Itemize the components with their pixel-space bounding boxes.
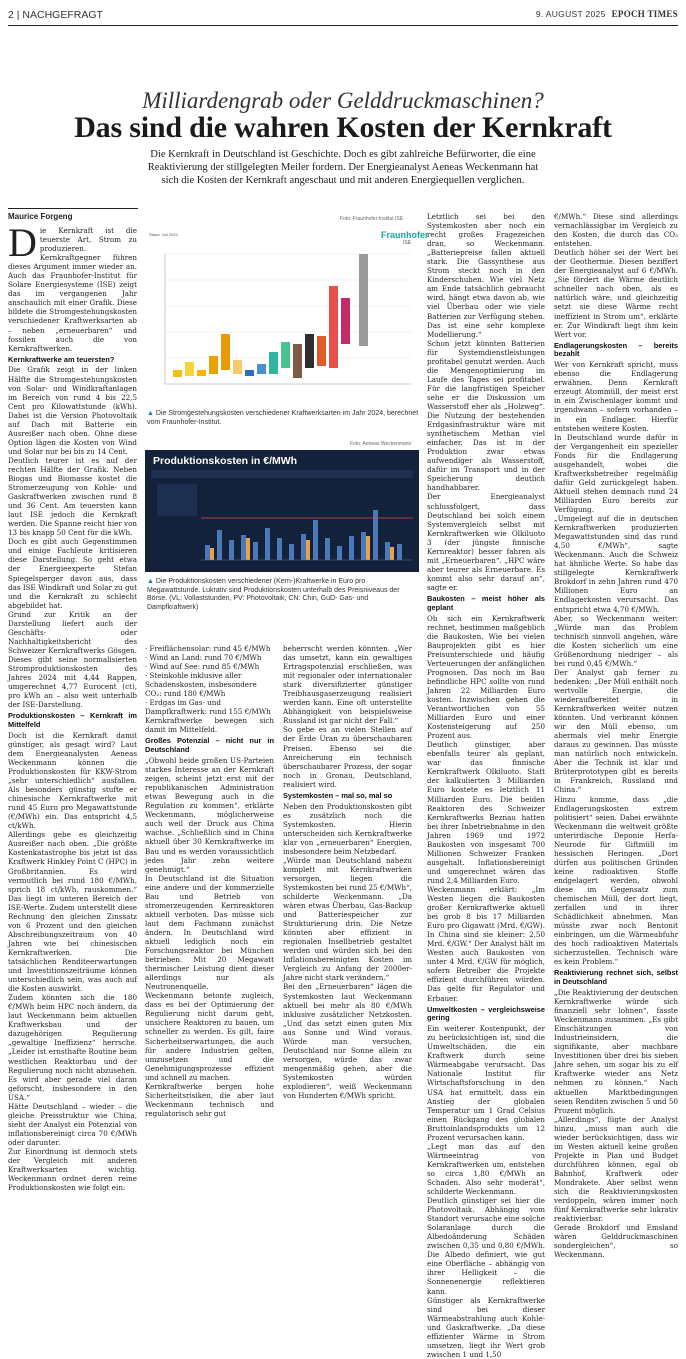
list-item — [145, 698, 274, 716]
column-3-lower — [283, 644, 412, 1101]
paragraph — [8, 731, 137, 831]
text: Produktionskosten – Kernkraft im Mittelfeld — [8, 711, 137, 730]
paragraph: Letztlich sei bei den Systemkosten aber noch ein recht großes Fragezeichen dran, so Weckenmann. „Batteriepreise fallen aktuell stark. Die Gassynthese aus Strom steckt noch in den Kinderschuhen. Wie viel Netz am Ende tatsächlich gebraucht wird, hängt etwa davon ab, wie viel Überbau oder wie viele Batterien zur Verfügung stehen. Das ist eine sehr komplexe Modellierung.“ — [427, 212, 545, 339]
paragraph — [554, 433, 678, 514]
text: Deutlich höher sei der Wert bei der Geothermie. Diesen beziffert der Energieanalyst auf 6 €/MWh. „Sie fördert die Wärme deutlich schneller nach oben, als es natürlich wäre, und gleichzeitig setzt sie diese Wärme recht ineffizient in Strom um“, erklärte er. Zur Windkraft liegt ihm kein Wert vor. — [554, 248, 678, 339]
subheading — [145, 737, 274, 755]
paragraph — [145, 1082, 274, 1118]
page-number: 2 — [8, 9, 14, 21]
text: · Freiflächensolar: rund 45 €/MWh — [145, 644, 271, 653]
paragraph — [145, 756, 274, 874]
bar-flexibel — [341, 298, 350, 344]
column-3-upper — [427, 212, 545, 1359]
column-1 — [8, 220, 137, 1193]
drop-cap: D — [8, 220, 37, 265]
text: Allerdings gebe es gleichzeitig Ausreißer nach oben. „Die größte Kostenkatastrophe bis jetzt ist das Kraftwerk Hinkley Point C (HPC) in Großbritannien. Es wird vermutlich bei rund 180 €/MWh, sprich 18 ct/kWh, rauskommen.“ Das liegt im unteren Bereich der ISE-Werte. Zudem unterstellt diese Rechnung den gleichen Zinssatz von 6 Prozent und den gleichen Abschreibungszeitraum von 40 Jahren wie bei chinesischen Kernkraftwerken. Die tatsächlichen Renditeerwartungen und Investitionszeiträume können unterschiedlich sein, was auch auf die Kosten auswirkt. — [8, 830, 137, 994]
list-item — [145, 662, 274, 671]
text: Reaktivierung rechnet sich, selbst in Deutschland — [554, 968, 678, 987]
bar-pv-dach — [185, 362, 194, 376]
text: Grund zur Kritik an der Darstellung liefert auch der Geschäfts- oder Nachhaltigkeitsbericht des Schweizer Kernkraftwerks Gösgen. Dieses gibt seine normalisierten Stromproduktionskosten des Jahres 2024 mit 4,44 Rappen, umgerechnet 4,77 Eurocent (ct), pro kWh an – also weit unterhalb der ISE-Darstellung. — [8, 609, 137, 710]
text: €/MWh.“ Diese sind allerdings vernachlässigbar im Vergleich zu den Kosten, die durch das CO₂ entstehen. — [554, 212, 678, 249]
chart1-credit: Foto: Fraunhofer-Institut ISE — [340, 216, 404, 222]
text: Hinzu komme, dass „die Endlagerungskosten extrem politisiert“ seien. Dabei erwähnte Weckenmann die weltweit größte unterirdische Deponie Herfa-Neurode für Giftmüll im hessischen Heringen. „Dort dürfen aus politischen Gründen keine radioaktiven Stoffe endgelagert werden, obwohl diese im Gegensatz zum chemischen Müll, der dort liegt, zerfallen und in ihrer Schädlichkeit abnehmen. Man müsste zwar noch Bentonit einbringen, um die Wärmeabfuhr des hoch radioaktiven Materials sicherzustellen. Technisch wäre es kein Problem.“ — [554, 794, 678, 967]
paragraph — [145, 716, 274, 734]
paragraph — [8, 1147, 137, 1192]
chart2-caption — [147, 578, 419, 612]
page-header — [8, 9, 678, 25]
bar-wind-land — [245, 370, 254, 376]
text: Großes Potenzial – nicht nur in Deutschland — [145, 736, 274, 755]
text: Deutlich teurer ist es auf der rechten Hälfte der Grafik. Neben Biogas und Biomasse kostet die Stromerzeugung von Kohle- und Gaskraftwerken zwischen rund 8 und 36 Cent. Am teuersten kann laut ISE jedoch die Kernkraft werden. Die Spanne reicht hier von 13 bis knapp 50 Cent für die kWh. — [8, 455, 137, 538]
paragraph: Günstiger als Kernkraftwerke sind bei dieser Wärmeabstrahlung auch Kohle- und Gaskraftwerke. „Da diese effizienter Wärme in Strom umsetzen, liegt ihr Wert grob zwischen 1 und 1,50 — [427, 1295, 545, 1359]
text: Kernkraftwerke am teuersten? — [8, 354, 115, 364]
text: Doch es gibt auch Gegenstimmen und einige Fachleute kritisieren diese Darstellung. So geht etwa der Energieexperte Stefan Spiegelsperger davon aus, dass das ISE Windkraft und Solar zu gut und die Kernkraft zu schlecht abgebildet hat. — [8, 537, 137, 610]
chart2-title: Produktionskosten in €/MWh — [153, 455, 298, 467]
chart1-caption-text: Die Stromgestehungskosten verschiedener Kraftwerksarten im Jahr 2024, berechnet vom Fraunhofer-Institut. — [147, 410, 419, 426]
chart2-subtitle-bar — [151, 470, 413, 478]
paragraph: Der Energieanalyst schlussfolgert, dass Deutschland bei solch einem Systemvergleich selbst mit Kernkraftwerken wie Olkiluoto 3 (der jüngste finnische Kernreaktor) besser fahren als mit „Erneuerbaren“. „HPC wäre aber teurer als Erneuerbare. Es kommt also sehr darauf an“, sagte er. — [427, 492, 545, 592]
text: Die Grafik zeigt in der linken Hälfte die Stromgestehungskosten von Solar- und Windkraftanlagen im Bereich von rund 4 bis 22,5 Cent pro Kilowattstunde (kWh). Dabei ist die Version Photovoltaik auf Dach mit Batterie ein Ausreißer nach oben. Ohne diese Option lägen die Kosten von Wind und Solar nur bei bis zu 14 Cent. — [8, 365, 137, 456]
issue-date: 9. AUGUST 2025 — [535, 9, 606, 19]
paragraph: Ein weiterer Kostenpunkt, der zu berücksichtigen ist, sind die Umweltschäden, die ein Kraftwerk durch seine Wärmeabgabe verursacht. Das Nationale Institut für Wirtschaftsforschung in den USA hat ermittelt, dass ein Anstieg der globalen Temperatur um 1 Grad Celsius einen Rückgang des globalen Bruttoinlandsprodukts um 12 Prozent verursachen kann. — [427, 1024, 545, 1142]
paragraph — [8, 610, 137, 710]
list-item — [145, 671, 274, 698]
paragraph: „Würde man Deutschland nahezu komplett mit Kernkraftwerken versorgen, liegen die Systemkosten bei rund 25 €/MWh“, schilderte Weckenmann. „Da wären etwas Überbau, Gas-Backup und Batteriespeicher zur Strukturierung drin. Die Netze könnten aber effizient in regionalen Insellbetrieb gestaltet werden und würden sich bei den Inflationsbereinigten Kosten im Vergleich zu Anfang der 2000er-Jahre nicht stark verändern.“ — [283, 855, 412, 983]
text: Hätte Deutschland – wieder – die gleiche Preisstruktur wie China, sieht der Analyst ein Potenzial von inflationsbereinigt circa 70 €/MWh oder darunter. — [8, 1101, 137, 1147]
subheading — [554, 342, 678, 360]
subheading: Umweltkosten – vergleichsweise gering — [427, 1004, 545, 1023]
text: „Obwohl beide großen US-Parteien starkes Interesse an der Kernkraft zeigen, scheint jetzt erst mit der republikanischen Administration etwas Bewegung auch in die Regulation zu kommen“, erklärte Weckenmann, möglicherweise auch weil der Druck aus China wachse. „Schließlich sind in China aktuell über 30 Kernkraftwerke im Bau und es werden voraussichtlich jedes Jahr zehn weitere genehmigt.“ — [145, 756, 274, 874]
header-rule — [8, 25, 678, 26]
chart2-caption-text: Die Produktionskosten verschiedener (Kern-)Kraftwerke in Euro pro Megawattstunde. Lukrativ sind Produktionskosten unterhalb des Preisniveaus der Börse. (VL: Vollaststunden, PV: Photovoltaik, CN: Chin, GuD- Gas- und Dampfkraftwerk) — [147, 578, 400, 611]
chart2-legend — [157, 484, 197, 516]
text: „Umgelegt auf die in deutschen Kernkraftwerken produzierten Megawattstunden sind das rund 4,50 €/MWh“, sagte Weckenmann. Auch die Schweiz hat ähnliche Werte. So habe das stillgelegte Kernkraftwerk Brokdorf in zehn Jahren rund 470 Millionen Euro an Endlagerkosten verursacht. Das entspricht etwa 4,70 €/MWh. — [554, 514, 678, 614]
text: Kernkraftwerke bergen hohe Sicherheitsrisiken, die aber laut Weckenmann technisch und regulatorisch sehr gut — [145, 1081, 274, 1118]
author-rule — [8, 208, 138, 209]
header-right — [536, 9, 678, 19]
caption-marker-icon-2: ▲ — [147, 578, 154, 585]
bar-steinkohle — [305, 334, 314, 368]
text: · Steinkohle inklusive aller Schadenskosten, insbesondere CO₂: rund 180 €/MWh — [145, 671, 257, 699]
paragraph: Deutlich günstiger, aber ebenfalls teurer als geplant, war das finnische Kernkraftwerk Olkiluoto. Statt der kalkulierten 3 Milliarden Euro kostete es letztlich 11 Milliarden Euro. Die beiden Reaktoren des Schweizer Kernkraftwerks Beznau hatten bei ihrer Inbetriebnahme in den Jahren 1969 und 1972 Baukosten von insgesamt 700 Millionen Schweizer Franken ausgehalt. Inflationsbereinigt und umgerechnet wären das rund 2,4 Milliarden Euro. — [427, 740, 545, 885]
paragraph: Deutlich günstiger sei hier die Photovoltaik. Abhängig vom Standort verursache eine solche Solaranlage durch die Albedoänderung Schäden zwischen 0,35 und 0,80 €/MWh. Die Albedo definiert, wie gut eine Oberfläche – abhängig von ihrer Helligkeit – die Sonnenenergie reflektieren kann. — [427, 1196, 545, 1296]
paragraph — [554, 614, 678, 668]
chart1-caption — [147, 410, 419, 427]
bar-gaskraftwerk — [329, 286, 338, 368]
bar-biogas — [269, 352, 278, 374]
text: Zur Einordnung ist dennoch stets der Vergleich mit anderen Kraftwerksarten wichtig. Weckenmann ordnet deren reine Produktionskosten wie folgt ein: — [8, 1146, 137, 1193]
paragraph: „Legt man das auf den Wärmeeintrag von Kernkraftwerken um, entstehen so circa 1,80 €/MWh an Schaden. Also sehr moderat“, schilderte Weckenmann. — [427, 1141, 545, 1197]
fraunhofer-logo-sub: ISE — [403, 240, 412, 246]
paragraph — [554, 668, 678, 795]
column-4 — [554, 212, 678, 1260]
bar-pv-batt — [209, 356, 218, 374]
paragraph — [8, 1102, 137, 1147]
paragraph — [8, 365, 137, 455]
brand-name: EPOCH TIMES — [611, 9, 678, 19]
text: „Die Reaktivierung der deutschen Kernkraftwerke würde sich finanziell sehr lohnen“, fasste Weckenmann zusammen. „Es gibt Einschätzungen von Industrieinsidern, die signifikante, aber machbare Investitionen über drei bis sieben Jahre sehen, um sogar bis zu elf Kraftwerke wieder ans Netz nehmen zu können.“ Nach aktuellen Marktbedingungen seien Renditen zwischen 5 und 50 Prozent möglich. — [554, 987, 678, 1115]
paragraph — [8, 456, 137, 537]
paragraph — [8, 993, 137, 1102]
paragraph — [554, 795, 678, 967]
text: Der Analyst gab ferner zu bedenken: „Der Müll enthält noch wertvolle Energie, die wiederaufbereitet in Kernkraftwerken weiter nutzen könnten. Und verbrannt können wir den Müll ebenso, um abermals viel mehr Energie daraus zu gewinnen. Das müsste man natürlich noch entwickeln. Aber die Technik ist klar und Brüterprototypen gibt es bereits in Frankreich, Russland und China.“ — [554, 667, 678, 795]
bar-pv-small — [173, 370, 182, 377]
list-item — [145, 653, 274, 662]
bar-agri-pv — [233, 360, 242, 374]
section-name: NACHGEFRAGT — [22, 9, 103, 21]
list-item — [145, 644, 274, 653]
paragraph: Weckenmann erklärt: „Im Westen liegen die Baukosten großer Kernkraftwerke aktuell bei grob 8 bis 17 Milliarden Euro pro Gigawatt (Mrd. €/GW). In China sind sie kleiner: 2,50 Mrd. €/GW.“ Der Analyst hält im Westen auch Baukosten von unter 4 Mrd. €/GW für möglich, sofern Betreiber die Projekte effizient durchführen würden. Das gelte für Regulator und Erbauer. — [427, 884, 545, 1003]
paragraph — [554, 514, 678, 614]
lcoe-chart — [145, 224, 429, 408]
paragraph — [554, 248, 678, 338]
paragraph — [554, 360, 678, 432]
bar-kernkraft — [359, 254, 368, 346]
bar-pv-frei — [197, 370, 206, 376]
text: ie Kernkraft ist die teuerste Art, Strom zu produzieren. Kernkraftgegner führen dieses Argument immer wieder an. Auch das Fraunhofer-Institut für Solare Energiesysteme (ISE) zeigt das im vergangenen Jahr anschaulich mit einer Grafik. Diese bildete die Stromgestehungskosten verschiedener Kraftwerksarten ab – neben „erneuerbaren“ und fossilen auch die von Kernkraftwerken. — [8, 226, 137, 353]
chart1-stand: Stand: Juli 2024 — [149, 232, 178, 237]
page-section: 2 | NACHGEFRAGT — [8, 9, 103, 21]
text: · Wind auf See: rund 85 €/MWh — [145, 662, 260, 672]
text: Aber, so Weckenmann weiter: „Würde man das Problem technisch sinnvoll angehen, wäre die Kosten sicherlich um eine Größenordnung niedriger – als bei rund 0,45 €/MWh.“ — [554, 613, 678, 668]
bar-pv-dach-batt — [221, 334, 230, 370]
paragraph — [554, 988, 678, 1115]
paragraph: beherrscht werden könnten. „Wer das umsetzt, kann ein gewaltiges Ertragspotenzial erschließen, was mit regionaler oder internationaler stark diversifizierter günstiger Treibhausgaserzeugung realisiert werden kann. Eine oft unterstellte Abhängigkeit von beispielsweise Russland ist gar nicht der Fall.“ — [283, 644, 412, 726]
caption-marker-icon: ▲ — [147, 410, 154, 417]
fraunhofer-logo: Fraunhofer — [381, 230, 429, 240]
paragraph — [8, 537, 137, 609]
paragraph — [8, 830, 137, 993]
subheading: Baukosten – meist höher als geplant — [427, 593, 545, 612]
text: Weckenmann betonte zugleich, dass es bei der Optimierung der Regulierung nicht darum geht, unsichere Reaktoren zu bauen, um schneller zu werden. Es gilt, faire Sicherheitserwartungen, die auch für andere Industrien gelten, umzusetzen und die Genehmigungsprozesse effizient und schnell zu machen. — [145, 991, 274, 1082]
text: In Deutschland wurde dafür in der Vergangenheit ein spezieller Fonds für die Endlagerung ausgehandelt, wobei die Kraftwerksbetreiber regelmäßig dafür Geld zurückgelegt haben. Aktuell stehen demnach rund 24 Milliarden Euro bereits zur Verfügung. — [554, 432, 678, 514]
text: Endlagerungskosten – bereits bezahlt — [554, 340, 678, 359]
text: Wer von Kernkraft spricht, muss ebenso die Endlagerung erwähnen. Denn Kernkraft erzeugt Atommüll, der meist erst in ein Zwischenlager kommt und irgendwann – sofern vorhanden – in ein Endlager. Hierfür entstehen weitere Kosten. — [554, 360, 678, 433]
author: Maurice Forgeng — [8, 212, 73, 221]
subheading: Systemkosten – mal so, mal so — [283, 790, 393, 800]
paragraph — [8, 220, 137, 353]
paragraph — [554, 212, 678, 248]
paragraph: Neben den Produktionskosten gibt es zusätzlich noch die Systemkosten. Hierin unterscheiden sich Kernkraftwerke klar von „erneuerbaren“ Energien, insbesondere beim Netzbedarf. — [283, 801, 412, 856]
paragraph — [145, 874, 274, 992]
paragraph — [554, 1223, 678, 1259]
kicker: Milliardengrab oder Gelddruckmaschinen? — [142, 88, 544, 113]
headline: Das sind die wahren Kosten der Kernkraft — [74, 111, 612, 144]
paragraph — [145, 991, 274, 1081]
bar-biomasse — [281, 342, 290, 368]
column-2 — [145, 644, 274, 1118]
subheading — [8, 712, 137, 730]
subheading — [8, 356, 137, 365]
text: Kernkraftwerke bewegen sich damit im Mittelfeld. — [145, 716, 274, 735]
text: · Wind an Land: rund 70 €/MWh — [145, 653, 262, 663]
bar-gud — [317, 336, 326, 366]
chart2-credit: Foto: Aeneas Weckenmann — [350, 441, 412, 447]
paragraph: Schon jetzt könnten Batterien für Systemdienstleistungen profitabel genutzt werden. Auch die Mengenoptimierung im Laufe des Tages sei profitabel. Für die langfristigen Speicher sehe er die Diskussion um Wasserstoff eher als „Holzweg“. Die Nutzung der bestehenden Erdgasinfrastruktur wäre mit synthetischem Methan viel einfacher. Das ist in der Produktion zwar etwas aufwendiger als Wasserstoff, dafür im Transport und in der Speicherung deutlich handhabbarer. — [427, 338, 545, 493]
paragraph: Ob sich ein Kernkraftwerk rechnet, bestimmen maßgeblich die Baukosten. Wie bei vielen Bauprojekten gibt es hier Preisunterschiede und häufig Verteuerungen der anfänglichen Prognosen. Das noch im Bau befindliche HPC sollte von rund Jahren 22 Milliarden Euro kosten. Inzwischen gehen die Verantwortlichen von 55 Milliarden Euro und einer Kostensteigerung auf 250 Prozent aus. — [427, 613, 545, 741]
paragraph — [554, 1115, 678, 1224]
text: Zudem könnten sich die 180 €/MWh beim HPC noch ändern, da laut Weckenmann beim aktuellen Kraftwerksbau und der dazugehörigen Regulierung „gewaltige Ineffizienz“ herrsche. „Leider ist ernsthafte Routine beim westlichen Reaktorbau und der Regulierung noch nicht abzusehen. Es wird aber gerade viel daran geforscht, insbesondere in den USA.“ — [8, 993, 137, 1102]
bar-braunkohle — [293, 344, 302, 378]
text: Gerade Brokdorf und Emsland wären Gelddruckmaschinen sondergleichen“, so Weckenmann. — [554, 1223, 678, 1260]
bar-wind-see — [257, 364, 266, 374]
deck: Die Kernkraft in Deutschland ist Geschichte. Doch es gibt zahlreiche Befürworter, die eine Reaktivierung der stillgelegten Meiler fordern. Der Energieanalyst Aeneas Weckenmann hat sich die Kosten der Kernkraft angeschaut und mit anderen Energiequellen verglichen. — [147, 149, 539, 186]
text: Doch ist die Kernkraft damit günstiger, als gesagt wird? Laut dem Energieanalysten Aeneas Weckenmann können die Produktionskosten für KKW-Strom „sehr unterschiedlich“ ausfallen. Als besonders günstig stufte er chinesische Kernkraftwerke mit rund 45 Euro pro Megawattstunde (€/MWh) ein. Das entspricht 4,5 ct/kWh. — [8, 730, 137, 831]
paragraph: So gebe es an vielen Stellen auf der Erde Uran zu überschaubaren Preisen. Ebenso sei die Anreicherung ein technisch überschaubarer Prozess, der sogar noch in Gronau, Deutschland, realisiert wird. — [283, 725, 412, 789]
production-cost-chart — [145, 450, 419, 572]
text: · Erdgas im Gas- und Dampfkraftwerk: rund 155 €/MWh — [145, 698, 271, 717]
paragraph: Bei den „Erneuerbaren“ lägen die Systemkosten laut Weckenmann aktuell bei mehr als 80 €/MWh inklusive zusätzlicher Netzkosten. „Und das setzt einen guten Mix aus Sonne und Wind voraus. Würde man versuchen, Deutschland nur Sonne allein zu versorgen, würde das zwar mengenmäßig gehen, aber die Systemkosten würden explodieren“, weiß Weckenmann von Hunderten €/MWh spricht. — [283, 982, 412, 1101]
text: „Allerdings“, fügte der Analyst hinzu, „muss man auch die wieder berücksichtigen, dass wir im Westen aktuell keine großen Projekte in Plan und Budget durchführen können, egal ob Bahnhof, Kraftwerk oder Mondrakete. Aber selbst wenn sich die Reaktivierungskosten verdoppeln, wären immer noch fünf Kernkraftwerke sehr lukrativ reaktivierbar. — [554, 1114, 678, 1224]
text: In Deutschland ist die Situation eine andere und der kommerzielle Bau und Betrieb von stromerzeugenden Kernreaktoren aktuell verboten. Das müsse sich laut dem Fachmann zunächst ändern. In Deutschland wird aktuell lediglich noch ein Forschungsreaktor bei München betrieben. Mit 20 Megawatt thermischer Leistung dient dieser allerdings nur als Neutronenquelle. — [145, 873, 274, 992]
subheading — [554, 969, 678, 987]
